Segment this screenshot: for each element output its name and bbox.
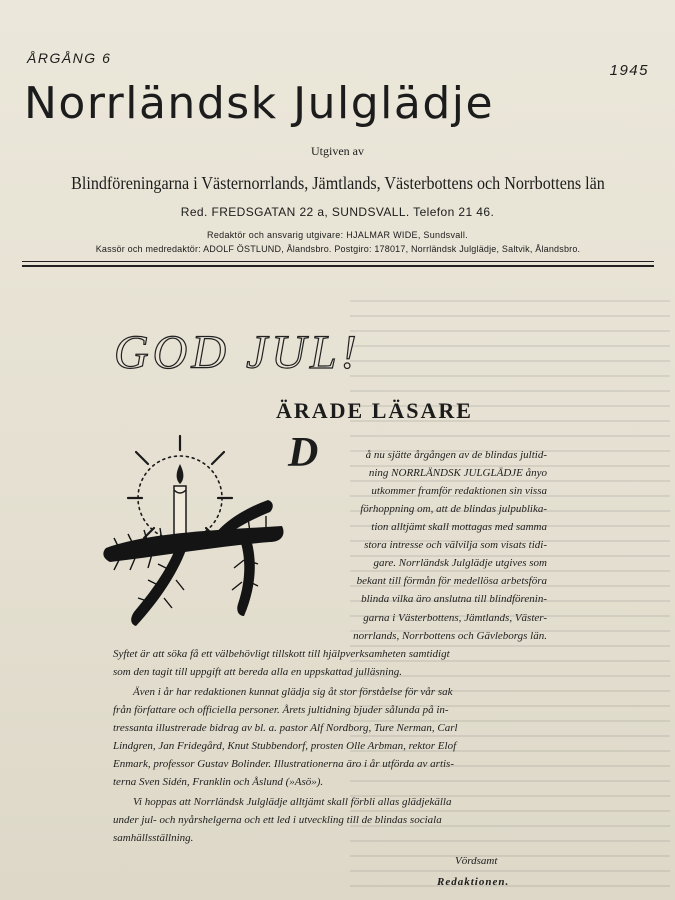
candle-and-pine-branch-illustration — [100, 430, 295, 635]
body-line: terna Sven Sidén, Franklin och Åslund (»Asö»). — [113, 776, 324, 788]
body-line: stora intresse och välvilja som visats tidi- — [364, 539, 547, 551]
body-line: Lindgren, Jan Fridegård, Knut Stubbendorf, prosten Olle Arbman, rektor Elof — [113, 740, 457, 752]
body-line: Syftet är att söka få ett välbehövligt tillskott till hjälpverksamheten samtidigt — [113, 648, 450, 660]
body-line: som den tagit till uppgift att bereda alla en uppskattad julläsning. — [113, 666, 402, 678]
editor-line: Redaktör och ansvarig utgivare: HJALMAR WIDE, Sundsvall. — [207, 230, 468, 240]
body-line: Även i år har redaktionen kunnat glädja sig åt stor förståelse för vår sak — [133, 686, 453, 698]
closing-regards: Vördsamt — [455, 855, 498, 867]
drop-cap: D — [288, 430, 319, 476]
body-line: tressanta illustrerade bidrag av bl. a. pastor Alf Nordborg, Ture Nerman, Carl — [113, 722, 458, 734]
body-line: förhoppning om, att de blindas julpublika- — [360, 503, 547, 515]
editorial-address: Red. FREDSGATAN 22 a, SUNDSVALL. Telefon 21 46. — [180, 205, 495, 219]
body-line: utkommer framför redaktionen sin vissa — [371, 485, 547, 497]
body-line: norrlands, Norrbottens och Gävleborgs län. — [353, 630, 547, 642]
publisher-name: Blindföreningarna i Västernorrlands, Jämtlands, Västerbottens och Norrbottens län — [71, 173, 605, 193]
volume-label: ÅRGÅNG 6 — [27, 50, 112, 66]
body-line: under jul- och nyårshelgerna och ett led i utveckling till de blindas sociala — [113, 814, 442, 826]
body-line: gare. Norrländsk Julglädje utgives som — [373, 557, 547, 569]
treasurer-line: Kassör och medredaktör: ADOLF ÖSTLUND, Ålandsbro. Postgiro: 178017, Norrländsk Julglädje, Saltvik, Ålandsbro. — [95, 244, 581, 254]
signature: Redaktionen. — [437, 876, 510, 888]
published-by-label: Utgiven av — [311, 144, 364, 158]
body-line: tion alltjämt skall mottagas med samma — [371, 521, 547, 533]
body-line: samhällsställning. — [113, 832, 194, 844]
body-line: Vi hoppas att Norrländsk Julglädje alltjämt skall förbli allas glädjekälla — [133, 796, 452, 808]
masthead-rule-top — [22, 261, 654, 262]
masthead-rule-bottom — [22, 265, 654, 267]
body-line: garna i Västerbottens, Jämtlands, Väster- — [363, 612, 547, 624]
body-line: från författare och officiella personer. Årets jultidning bjuder sålunda på in- — [113, 704, 449, 716]
masthead-title: Norrländsk Julglädje — [24, 78, 495, 129]
body-line: blinda vilka äro anslutna till blindförenin- — [361, 593, 547, 605]
year-label: 1945 — [609, 62, 649, 79]
body-line: ning NORRLÄNDSK JULGLÄDJE ånyo — [368, 467, 547, 479]
body-line: Enmark, professor Gustav Bolinder. Illustrationerna äro i år utförda av artis- — [113, 758, 454, 770]
greeting-headline: GOD JUL! — [114, 326, 361, 379]
body-line: å nu sjätte årgången av de blindas jultid- — [365, 449, 547, 461]
section-heading: ÄRADE LÄSARE — [276, 398, 473, 423]
body-line: bekant till förmån för medellösa arbetsföra — [356, 575, 547, 587]
